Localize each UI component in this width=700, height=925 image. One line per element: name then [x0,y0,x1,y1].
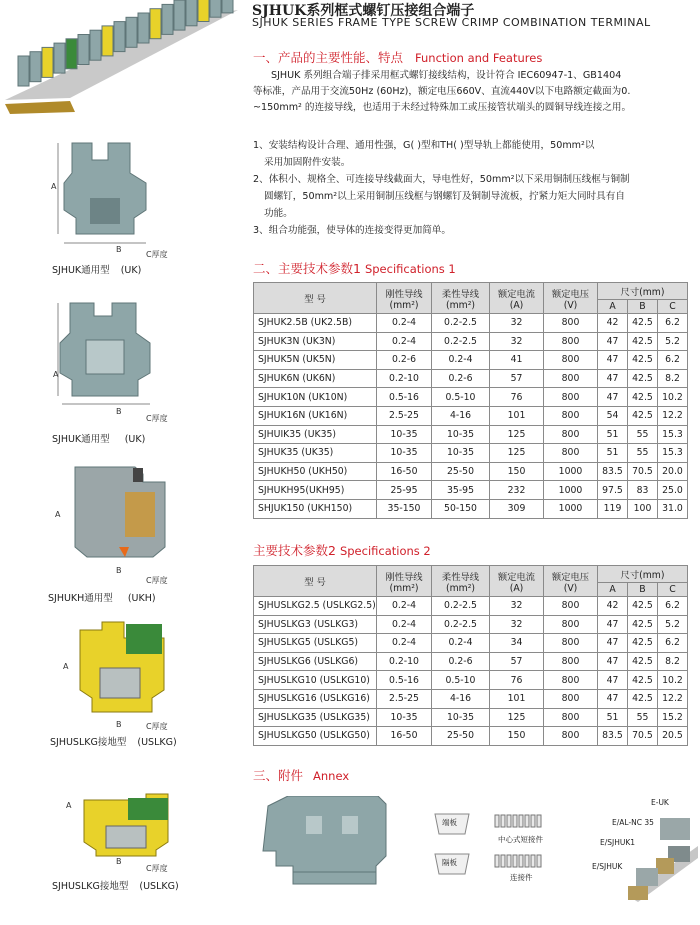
col-a: A [598,583,628,597]
value-cell: 800 [544,406,598,425]
col-voltage [544,283,598,314]
table-row [254,597,688,616]
value-cell: 55 [628,425,658,444]
value-cell: 8.2 [658,369,688,388]
value-cell: 47 [598,351,628,370]
value-cell: 70.5 [628,462,658,481]
table-row [254,369,688,388]
value-cell: 6.2 [658,314,688,333]
value-cell: 125 [490,444,544,463]
col-voltage-unit: (V) [563,299,578,311]
value-cell: 0.2-10 [377,369,432,388]
spec1-body [254,314,688,519]
value-cell: 800 [544,708,598,727]
product-name: SJHUK通用型 [52,265,110,276]
features-heading-cn: 一、产品的主要性能、特点 [253,50,404,65]
value-cell: 51 [598,708,628,727]
value-cell: 42.5 [628,689,658,708]
col-voltage-unit: (V) [563,582,578,594]
value-cell: 0.2-4 [432,351,490,370]
dim-a: A [63,662,69,671]
model-cell: SJHUSLKG5 (USLKG5) [254,634,377,653]
dim-a: A [51,182,57,191]
value-cell: 47 [598,634,628,653]
spec2-heading-en: Specifications 2 [339,544,431,558]
terminal-rail-photo [0,0,250,115]
value-cell: 800 [544,597,598,616]
value-cell: 15.3 [658,444,688,463]
product-name: SJHUKH通用型 [48,593,113,604]
value-cell: 0.5-10 [432,388,490,407]
value-cell: 0.2-2.5 [432,314,490,333]
value-cell: 47 [598,332,628,351]
model-cell: SJHUK10N (UK10N) [254,388,377,407]
col-voltage-label: 额定电压 [551,571,590,583]
point-line: 2、体积小、规格全、可连接导线截面大，导电性好，50mm²以下采用铜制压线框与铜制 [253,174,630,185]
col-current [490,566,544,597]
value-cell: 42.5 [628,671,658,690]
table-row [254,499,688,518]
table-row [254,634,688,653]
value-cell: 10-35 [432,425,490,444]
value-cell: 4-16 [432,406,490,425]
value-cell: 100 [628,499,658,518]
product-caption-4 [50,734,177,748]
value-cell: 1000 [544,462,598,481]
features-intro [253,68,700,116]
terminal-uk-drawing-1 [50,138,170,250]
product-code: (UK) [124,434,146,445]
value-cell: 8.2 [658,652,688,671]
model-cell: SJHUSLKG16 (USLKG16) [254,689,377,708]
table-row [254,444,688,463]
col-rigid-unit: (mm²) [389,582,419,594]
col-rigid-unit: (mm²) [389,299,419,311]
value-cell: 32 [490,615,544,634]
features-points [253,137,700,239]
value-cell: 125 [490,425,544,444]
value-cell: 76 [490,671,544,690]
col-b: B [628,583,658,597]
col-size: 尺寸(mm) [598,283,688,300]
value-cell: 42.5 [628,597,658,616]
value-cell: 5.2 [658,615,688,634]
model-cell: SJHUSLKG6 (USLKG6) [254,652,377,671]
col-model: 型 号 [254,566,377,597]
model-cell: SJHUSLKG35 (USLKG35) [254,708,377,727]
value-cell: 83 [628,481,658,500]
end-clamp-photo [598,806,700,906]
table-row [254,314,688,333]
value-cell: 800 [544,727,598,746]
terminal-uslkg-drawing-1 [72,620,172,720]
col-flex-label: 柔性导线 [441,288,480,300]
intro-line: SJHUK 系列组合端子排采用框式螺钉接线结构，设计符合 IEC60947-1、GB1404 [271,70,622,81]
page-subtitle: SJHUK SERIES FRAME TYPE SCREW CRIMP COMBINATION TERMINAL [252,16,651,29]
col-flex [432,283,490,314]
end-plate-label: 端板 [442,818,457,827]
value-cell: 32 [490,332,544,351]
annex-label-esjhuk1: E/SJHUK1 [600,838,636,847]
value-cell: 47 [598,615,628,634]
value-cell: 47 [598,689,628,708]
value-cell: 42.5 [628,634,658,653]
dim-c: C厚度 [146,250,168,259]
product-code: (UK) [120,265,142,276]
col-b: B [628,300,658,314]
value-cell: 0.5-10 [432,671,490,690]
page-title: SJHUK系列框式螺钉压接组合端子 [252,3,475,19]
model-cell: SJHUK2.5B (UK2.5B) [254,314,377,333]
value-cell: 0.2-2.5 [432,332,490,351]
value-cell: 0.2-4 [377,634,432,653]
intro-line: 等标准，产品用于交流50Hz (60Hz)，额定电压660V、直流440V以下电路额定截面为0. [253,86,631,97]
model-cell: SJHUK3N (UK3N) [254,332,377,351]
value-cell: 800 [544,425,598,444]
value-cell: 4-16 [432,689,490,708]
value-cell: 101 [490,689,544,708]
model-cell: SJHUK35 (UK35) [254,444,377,463]
table-row [254,351,688,370]
value-cell: 42.5 [628,388,658,407]
annex-label-euk: E-UK [651,798,669,807]
value-cell: 47 [598,671,628,690]
dim-a: A [53,370,59,379]
annex-label-eal: E/AL-NC 35 [612,818,654,827]
col-voltage [544,566,598,597]
col-c: C [658,300,688,314]
model-cell: SJHUK6N (UK6N) [254,369,377,388]
product-name: SJHUSLKG接地型 [52,881,129,892]
value-cell: 800 [544,634,598,653]
intro-line: ~150mm² 的连接导线，也适用于未经过特殊加工或压接管状端头的圆铜导线连接之用。 [253,102,632,113]
dim-b: B [116,245,122,254]
value-cell: 150 [490,462,544,481]
annex-label-esjhuk: E/SJHUK [592,862,623,871]
product-name: SJHUK通用型 [52,434,110,445]
dim-b: B [116,720,122,729]
product-name: SJHUSLKG接地型 [50,737,127,748]
product-caption-1 [52,262,141,276]
value-cell: 51 [598,425,628,444]
value-cell: 42.5 [628,406,658,425]
col-current [490,283,544,314]
col-current-unit: (A) [509,299,524,311]
value-cell: 35-95 [432,481,490,500]
value-cell: 232 [490,481,544,500]
point-line: 圆螺钉，50mm²以上采用铜制压线框与钢螺钉及铜制导流板，拧紧力矩大同时具有自 [264,191,625,202]
value-cell: 16-50 [377,462,432,481]
value-cell: 35-150 [377,499,432,518]
value-cell: 25-50 [432,727,490,746]
value-cell: 50-150 [432,499,490,518]
annex-heading [253,766,349,784]
value-cell: 42.5 [628,369,658,388]
value-cell: 15.2 [658,708,688,727]
value-cell: 800 [544,388,598,407]
value-cell: 42 [598,597,628,616]
product-code: (UKH) [127,593,156,604]
value-cell: 34 [490,634,544,653]
value-cell: 1000 [544,499,598,518]
model-cell: SJHUSLKG2.5 (USLKG2.5) [254,597,377,616]
value-cell: 10.2 [658,388,688,407]
value-cell: 0.2-2.5 [432,615,490,634]
product-caption-2 [52,431,145,445]
value-cell: 54 [598,406,628,425]
terminal-uk-drawing-2 [50,298,170,410]
value-cell: 0.2-2.5 [432,597,490,616]
value-cell: 20.5 [658,727,688,746]
value-cell: 42.5 [628,332,658,351]
terminal-ukh-drawing [65,462,175,572]
value-cell: 25.0 [658,481,688,500]
value-cell: 0.2-6 [432,369,490,388]
spec2-table [253,565,688,746]
features-heading-en: Function and Features [415,51,543,65]
value-cell: 41 [490,351,544,370]
product-code: (USLKG) [137,737,177,748]
spec1-heading-cn: 二、主要技术参数1 [253,261,361,276]
value-cell: 55 [628,444,658,463]
spec1-heading-en: Specifications 1 [364,262,456,276]
value-cell: 2.5-25 [377,406,432,425]
value-cell: 57 [490,369,544,388]
value-cell: 12.2 [658,406,688,425]
col-flex-label: 柔性导线 [441,571,480,583]
model-cell: SJHUSLKG10 (USLKG10) [254,671,377,690]
col-voltage-label: 额定电压 [551,288,590,300]
spec2-heading-cn: 主要技术参数2 [253,543,336,558]
table-row [254,671,688,690]
annex-heading-cn: 三、附件 [253,768,304,783]
col-rigid [377,566,432,597]
spec2-heading [253,541,431,559]
table-row [254,615,688,634]
end-cover-drawing [258,796,398,891]
value-cell: 0.2-10 [377,652,432,671]
value-cell: 47 [598,369,628,388]
value-cell: 800 [544,615,598,634]
value-cell: 70.5 [628,727,658,746]
dim-c: C厚度 [146,414,168,423]
point-line: 3、组合功能强，使导体的连接变得更加简单。 [253,225,451,236]
model-cell: SJHUKH95(UKH95) [254,481,377,500]
value-cell: 31.0 [658,499,688,518]
value-cell: 800 [544,689,598,708]
point-line: 采用加固附件安装。 [264,157,351,168]
connector-label: 连接件 [510,873,533,882]
center-jumper-icon [492,812,547,830]
value-cell: 51 [598,444,628,463]
model-cell: SJHUKH50 (UKH50) [254,462,377,481]
value-cell: 10-35 [432,444,490,463]
model-cell: SJHUK5N (UK5N) [254,351,377,370]
value-cell: 57 [490,652,544,671]
value-cell: 47 [598,388,628,407]
value-cell: 150 [490,727,544,746]
value-cell: 0.2-6 [432,652,490,671]
value-cell: 6.2 [658,351,688,370]
value-cell: 0.2-4 [432,634,490,653]
spec2-body [254,597,688,746]
table-row [254,652,688,671]
value-cell: 800 [544,671,598,690]
separator-label: 隔板 [442,858,457,867]
value-cell: 6.2 [658,597,688,616]
value-cell: 83.5 [598,727,628,746]
value-cell: 125 [490,708,544,727]
table-row [254,689,688,708]
model-cell: SJHUIK35 (UK35) [254,425,377,444]
center-jumper-label: 中心式短接件 [498,835,543,844]
value-cell: 25-95 [377,481,432,500]
value-cell: 16-50 [377,727,432,746]
col-current-unit: (A) [509,582,524,594]
col-c: C [658,583,688,597]
value-cell: 25-50 [432,462,490,481]
product-caption-5 [52,878,179,892]
value-cell: 0.5-16 [377,388,432,407]
value-cell: 42.5 [628,351,658,370]
value-cell: 2.5-25 [377,689,432,708]
col-a: A [598,300,628,314]
value-cell: 32 [490,314,544,333]
connector-icon [492,852,547,870]
table-row [254,425,688,444]
value-cell: 0.2-4 [377,332,432,351]
point-line: 功能。 [264,208,293,219]
value-cell: 10.2 [658,671,688,690]
value-cell: 42.5 [628,615,658,634]
value-cell: 42.5 [628,314,658,333]
value-cell: 76 [490,388,544,407]
col-rigid-label: 刚性导线 [385,571,423,583]
spec1-heading [253,259,456,277]
col-flex [432,566,490,597]
value-cell: 97.5 [598,481,628,500]
col-current-label: 额定电流 [497,571,536,583]
point-line: 1、安装结构设计合理、通用性强，G( )型和TH( )型导轨上都能使用，50mm²以 [253,140,595,151]
value-cell: 10-35 [377,444,432,463]
value-cell: 12.2 [658,689,688,708]
value-cell: 55 [628,708,658,727]
value-cell: 800 [544,444,598,463]
value-cell: 800 [544,369,598,388]
dim-b: B [116,566,122,575]
value-cell: 119 [598,499,628,518]
value-cell: 6.2 [658,634,688,653]
value-cell: 800 [544,351,598,370]
value-cell: 42.5 [628,652,658,671]
value-cell: 800 [544,314,598,333]
model-cell: SJHUSLKG50 (USLKG50) [254,727,377,746]
table-row [254,708,688,727]
dim-c: C厚度 [146,864,168,873]
model-cell: SJHUSLKG3 (USLKG3) [254,615,377,634]
value-cell: 32 [490,597,544,616]
col-model: 型 号 [254,283,377,314]
col-size: 尺寸(mm) [598,566,688,583]
value-cell: 800 [544,652,598,671]
table-row [254,727,688,746]
dim-a: A [55,510,61,519]
value-cell: 47 [598,652,628,671]
value-cell: 0.2-4 [377,615,432,634]
col-rigid-label: 刚性导线 [385,288,423,300]
dim-c: C厚度 [146,576,168,585]
model-cell: SHJUK150 (UKH150) [254,499,377,518]
col-flex-unit: (mm²) [445,582,476,594]
table-row [254,406,688,425]
product-caption-3 [48,590,156,604]
value-cell: 0.2-6 [377,351,432,370]
value-cell: 0.2-4 [377,314,432,333]
product-code: (USLKG) [139,881,179,892]
value-cell: 20.0 [658,462,688,481]
table-row [254,332,688,351]
value-cell: 5.2 [658,332,688,351]
col-current-label: 额定电流 [497,288,536,300]
value-cell: 1000 [544,481,598,500]
value-cell: 42 [598,314,628,333]
col-rigid [377,283,432,314]
dim-b: B [116,407,122,416]
value-cell: 800 [544,332,598,351]
value-cell: 0.2-4 [377,597,432,616]
annex-heading-en: Annex [313,769,350,783]
spec1-table [253,282,688,519]
table-row [254,481,688,500]
value-cell: 83.5 [598,462,628,481]
value-cell: 101 [490,406,544,425]
value-cell: 15.3 [658,425,688,444]
value-cell: 0.5-16 [377,671,432,690]
value-cell: 10-35 [377,425,432,444]
table-row [254,462,688,481]
features-heading [253,48,542,66]
value-cell: 10-35 [377,708,432,727]
col-flex-unit: (mm²) [445,299,476,311]
dim-c: C厚度 [146,722,168,731]
value-cell: 10-35 [432,708,490,727]
table-row [254,388,688,407]
value-cell: 309 [490,499,544,518]
dim-b: B [116,857,122,866]
dim-a: A [66,801,72,810]
model-cell: SJHUK16N (UK16N) [254,406,377,425]
terminal-uslkg-drawing-2 [76,792,176,858]
